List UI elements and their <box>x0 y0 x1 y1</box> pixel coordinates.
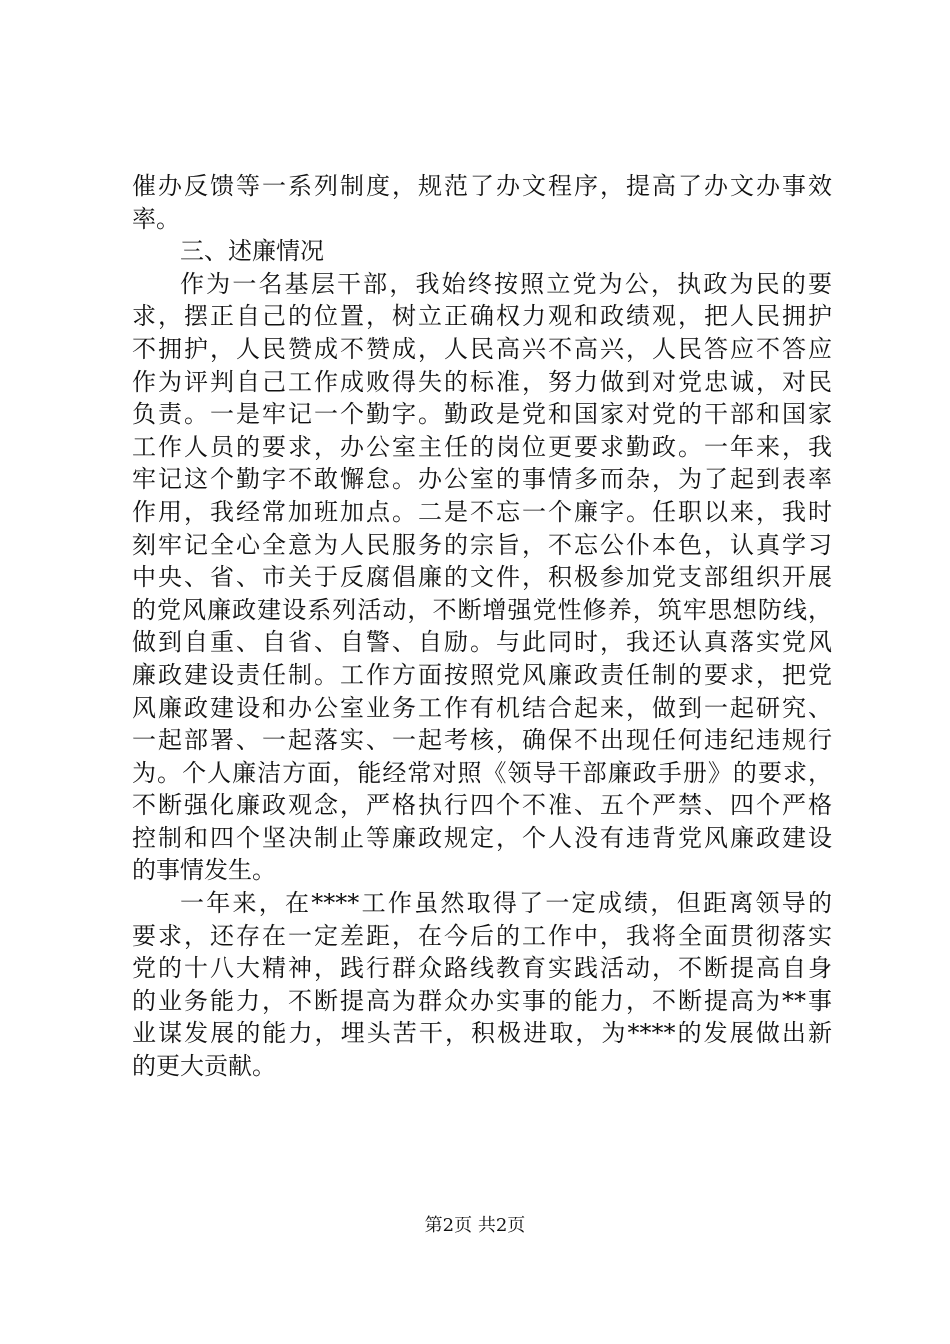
text-line: 作为评判自己工作成败得失的标准，努力做到对党忠诚，对民 <box>132 367 832 396</box>
text-line: 刻牢记全心全意为人民服务的宗旨，不忘公仆本色，认真学习 <box>132 530 832 559</box>
text-line: 业谋发展的能力，埋头苦干，积极进取，为****的发展做出新 <box>132 1019 832 1048</box>
text-line: 催办反馈等一系列制度，规范了办文程序，提高了办文办事效 <box>132 172 832 200</box>
text-line: 要求，还存在一定差距，在今后的工作中，我将全面贯彻落实 <box>132 921 832 950</box>
text-line: 一起部署、一起落实、一起考核，确保不出现任何违纪违规行 <box>132 726 832 755</box>
document-body <box>132 170 832 1083</box>
text-line: 作用，我经常加班加点。二是不忘一个廉字。任职以来，我时 <box>132 497 832 526</box>
text-line: 党的十八大精神，践行群众路线教育实践活动，不断提高自身 <box>132 954 832 983</box>
text-line: 的事情发生。 <box>132 856 276 885</box>
text-line: 控制和四个坚决制止等廉政规定，个人没有违背党风廉政建设 <box>132 823 832 852</box>
text-line: 工作人员的要求，办公室主任的岗位更要求勤政。一年来，我 <box>132 432 832 461</box>
text-line: 一年来，在****工作虽然取得了一定成绩，但距离领导的 <box>180 889 832 918</box>
text-line: 牢记这个勤字不敢懈怠。办公室的事情多而杂，为了起到表率 <box>132 465 832 494</box>
text-line: 率。 <box>132 204 180 233</box>
text-line: 的党风廉政建设系列活动，不断增强党性修养，筑牢思想防线， <box>132 595 832 624</box>
text-line: 廉政建设责任制。工作方面按照党风廉政责任制的要求，把党 <box>132 660 832 689</box>
text-line: 的业务能力，不断提高为群众办实事的能力，不断提高为**事 <box>132 986 832 1015</box>
text-line: 作为一名基层干部，我始终按照立党为公，执政为民的要 <box>180 269 832 298</box>
text-line: 不断强化廉政观念，严格执行四个不准、五个严禁、四个严格 <box>132 791 832 820</box>
text-line: 中央、省、市关于反腐倡廉的文件，积极参加党支部组织开展 <box>132 563 832 592</box>
text-line: 负责。一是牢记一个勤字。勤政是党和国家对党的干部和国家 <box>132 400 832 429</box>
text-line: 的更大贡献。 <box>132 1052 276 1081</box>
section-heading: 三、述廉情况 <box>180 237 324 266</box>
page-footer: 第2页 共2页 <box>424 1215 526 1236</box>
text-line: 为。个人廉洁方面，能经常对照《领导干部廉政手册》的要求， <box>132 758 832 787</box>
text-line: 求，摆正自己的位置，树立正确权力观和政绩观，把人民拥护 <box>132 302 832 331</box>
text-line: 做到自重、自省、自警、自励。与此同时，我还认真落实党风 <box>132 628 832 657</box>
text-line: 不拥护，人民赞成不赞成，人民高兴不高兴，人民答应不答应 <box>132 334 832 363</box>
text-line: 风廉政建设和办公室业务工作有机结合起来，做到一起研究、 <box>132 693 832 722</box>
